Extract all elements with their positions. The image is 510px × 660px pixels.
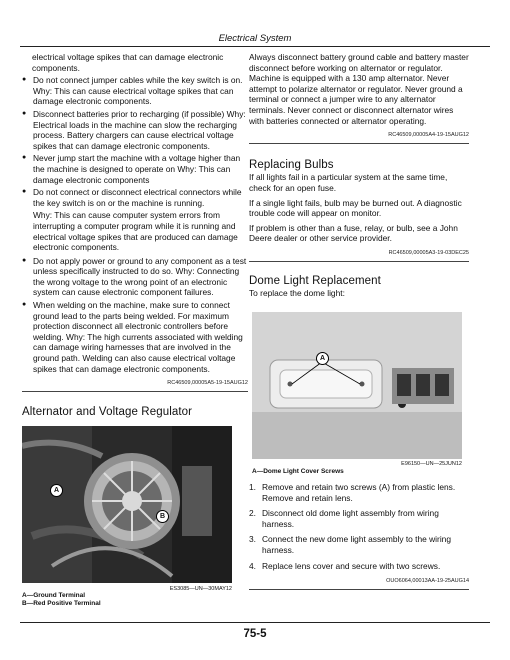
- dome-light-photo: [252, 312, 462, 459]
- header-rule: [20, 46, 490, 47]
- list-item: [22, 109, 248, 151]
- battery-text: Always disconnect battery ground cable and battery master disconnect before working on alternator or regulator. Machine is equipped with a 130 amp alternator. Never attempt to polarize alternator or regulator. Never ground a terminal or connect a jumper wire to any alternator terminals. Never connect or disconnect alternator wires with batteries connected or alternator operating.: [249, 52, 469, 126]
- step-number: 1.: [249, 482, 256, 492]
- dome-intro: To replace the dome light:: [249, 288, 345, 299]
- list-item-text: Do not connect or disconnect electrical connectors while the key switch is on or the machine is running.: [33, 187, 242, 208]
- photo-ref: E96150—UN—25JUN12: [401, 461, 462, 467]
- reference-code: RC46509,00005A4-19-15AUG12: [388, 132, 469, 139]
- reference-code: OUO6064,00013AA-19-25AUG14: [386, 578, 469, 585]
- left-column: [22, 52, 248, 392]
- list-item-text: Replace lens cover and secure with two screws.: [262, 560, 441, 571]
- list-item-text: Never jump start the machine with a voltage higher than the machine is designed to operate on Why: This can damage electronic components: [33, 153, 241, 185]
- list-item: [249, 482, 469, 503]
- step-number: 3.: [249, 534, 256, 545]
- section-title-dome: Dome Light Replacement: [249, 274, 381, 287]
- section-divider: [249, 589, 469, 590]
- alternator-illustration: [22, 426, 232, 583]
- list-item: [249, 561, 469, 572]
- list-item: [249, 508, 469, 529]
- bulbs-paragraph: If all lights fail in a particular system at the same time, check for an open fuse.: [249, 172, 448, 193]
- section-divider: [22, 391, 248, 392]
- footer-rule: [20, 622, 490, 623]
- dome-steps: [249, 482, 469, 590]
- list-item: [22, 256, 248, 298]
- list-item: [22, 75, 248, 107]
- list-item-text: Remove and retain two screws (A) from plastic lens. Remove and retain lens.: [262, 482, 456, 503]
- list-item-text: Do not connect jumper cables while the key switch is on. Why: This can cause electrical voltage spikes that can damage electronic components.: [33, 75, 243, 107]
- page-header-title: Electrical System: [218, 33, 292, 44]
- page-number: 75-5: [243, 628, 267, 640]
- photo-ref: ES3085—UN—30MAY12: [169, 586, 232, 592]
- list-item-text: Disconnect old dome light assembly from wiring harness.: [262, 508, 439, 529]
- section-title-bulbs: Replacing Bulbs: [249, 158, 334, 171]
- legend-ground: A—Ground Terminal: [22, 592, 86, 599]
- list-item: [22, 300, 248, 374]
- list-item-text: Connect the new dome light assembly to the wiring harness.: [262, 534, 452, 555]
- callout-a: A: [50, 484, 63, 497]
- dome-light-illustration: [252, 312, 462, 459]
- section-divider: [249, 261, 469, 262]
- right-column: [249, 52, 469, 301]
- list-item: [22, 153, 248, 185]
- alternator-photo: [22, 426, 232, 583]
- precaution-list-continued: [22, 256, 248, 375]
- list-item-text: Disconnect batteries prior to recharging (if possible) Why: Electrical loads in the machine can slow the recharging process. Battery chargers can cause electrical voltage spikes that can damage electronic components.: [33, 108, 246, 151]
- photo-caption: A—Dome Light Cover Screws: [252, 468, 344, 475]
- section-title-alternator: Alternator and Voltage Regulator: [22, 406, 193, 418]
- list-item: [249, 534, 469, 555]
- section-divider: [249, 143, 469, 144]
- callout-b: B: [156, 510, 169, 523]
- steps-list: [249, 482, 469, 571]
- list-item-subtext: Why: This can cause computer system errors from interrupting a computer program while it is running and electrical voltage spikes that are produced can damage electronic components.: [33, 210, 238, 253]
- list-item-text: Do not apply power or ground to any component as a test unless specifically instructed to do so. Why: Connecting the wrong voltage to the wrong point of an electronic system can cause electronic component failures.: [33, 255, 247, 298]
- reference-code: RC46509,00005A5-19-15AUG12: [167, 380, 248, 387]
- precaution-list: [22, 75, 248, 208]
- intro-text: electrical voltage spikes that can damage electronic components.: [32, 52, 224, 73]
- list-item-text: When welding on the machine, make sure to connect ground lead to the parts being welded. For maximum protection disconnect all electronic controllers before welding. Why: The high currents associated with welding can damage wiring harnesses that are involved in the ground path. Welding can also cause electrical voltage spikes that can damage electronic components.: [33, 300, 243, 374]
- bulbs-paragraph: If problem is other than a fuse, relay, or bulb, see a John Deere dealer or other service provider.: [249, 222, 458, 244]
- step-number: 4.: [249, 560, 256, 571]
- bulbs-paragraph: If a single light fails, bulb may be burned out. A diagnostic trouble code will appear on monitor.: [249, 197, 462, 219]
- legend-positive: B—Red Positive Terminal: [22, 600, 101, 607]
- step-number: 2.: [249, 508, 256, 519]
- list-item: [22, 187, 248, 208]
- reference-code: RC46509,00005A3-19-03DEC25: [388, 249, 469, 256]
- callout-a: A: [316, 352, 329, 365]
